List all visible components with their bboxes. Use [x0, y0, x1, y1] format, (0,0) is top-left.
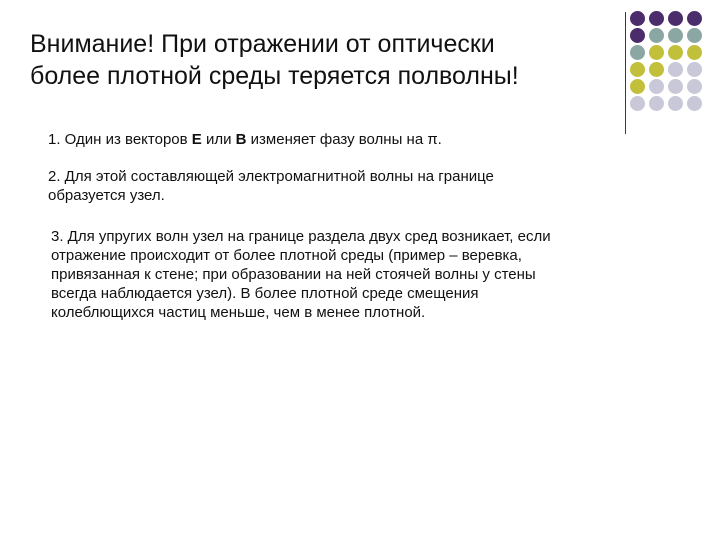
point-3 — [51, 227, 671, 322]
decorative-dot — [668, 96, 683, 111]
decorative-dot — [687, 79, 702, 94]
decorative-dot — [630, 62, 645, 77]
decorative-dot — [649, 79, 664, 94]
decorative-dot — [630, 96, 645, 111]
decorative-dot — [630, 28, 645, 43]
title-line-1: Внимание! При отражении от оптически — [30, 30, 495, 58]
title-line-2: более плотной среды теряется полволны! — [30, 62, 519, 90]
decorative-dot — [668, 79, 683, 94]
point-1-middle: или — [201, 131, 236, 148]
point-1-suffix: изменяет фазу волны на π. — [246, 131, 442, 148]
point-3-line-1: 3. Для упругих волн узел на границе раздела двух сред возникает, если — [51, 228, 551, 245]
decorative-dot — [668, 11, 683, 26]
slide-title — [30, 28, 620, 92]
point-3-line-2: отражение происходит от более плотной среды (пример – веревка, — [51, 247, 522, 264]
point-1-prefix: 1. Один из векторов — [48, 131, 192, 148]
title-divider-line — [625, 12, 626, 134]
point-3-line-5: колеблющихся частиц меньше, чем в менее плотной. — [51, 304, 426, 321]
point-2-line-1: 2. Для этой составляющей электромагнитной волны на границе — [48, 168, 494, 185]
decorative-dot — [668, 28, 683, 43]
decorative-dot — [630, 11, 645, 26]
point-3-line-3: привязанная к стене; при образовании на ней стоячей волны у стены — [51, 266, 536, 283]
decorative-dot — [668, 45, 683, 60]
decorative-dot — [649, 28, 664, 43]
decorative-dot — [630, 79, 645, 94]
decorative-dot — [630, 45, 645, 60]
point-3-line-4: всегда наблюдается узел). В более плотной среде смещения — [51, 285, 479, 302]
decorative-dot — [687, 11, 702, 26]
decorative-dot — [668, 62, 683, 77]
decorative-dot — [649, 96, 664, 111]
decorative-dot-grid — [630, 11, 710, 111]
vector-e: E — [191, 131, 202, 148]
decorative-dot — [649, 62, 664, 77]
point-2 — [48, 167, 648, 205]
decorative-dot — [687, 45, 702, 60]
decorative-dot — [687, 96, 702, 111]
decorative-dot — [649, 11, 664, 26]
decorative-dot — [687, 28, 702, 43]
point-2-line-2: образуется узел. — [48, 187, 165, 204]
point-1 — [48, 130, 688, 149]
vector-b: B — [235, 131, 247, 148]
decorative-dot — [649, 45, 664, 60]
decorative-dot — [687, 62, 702, 77]
